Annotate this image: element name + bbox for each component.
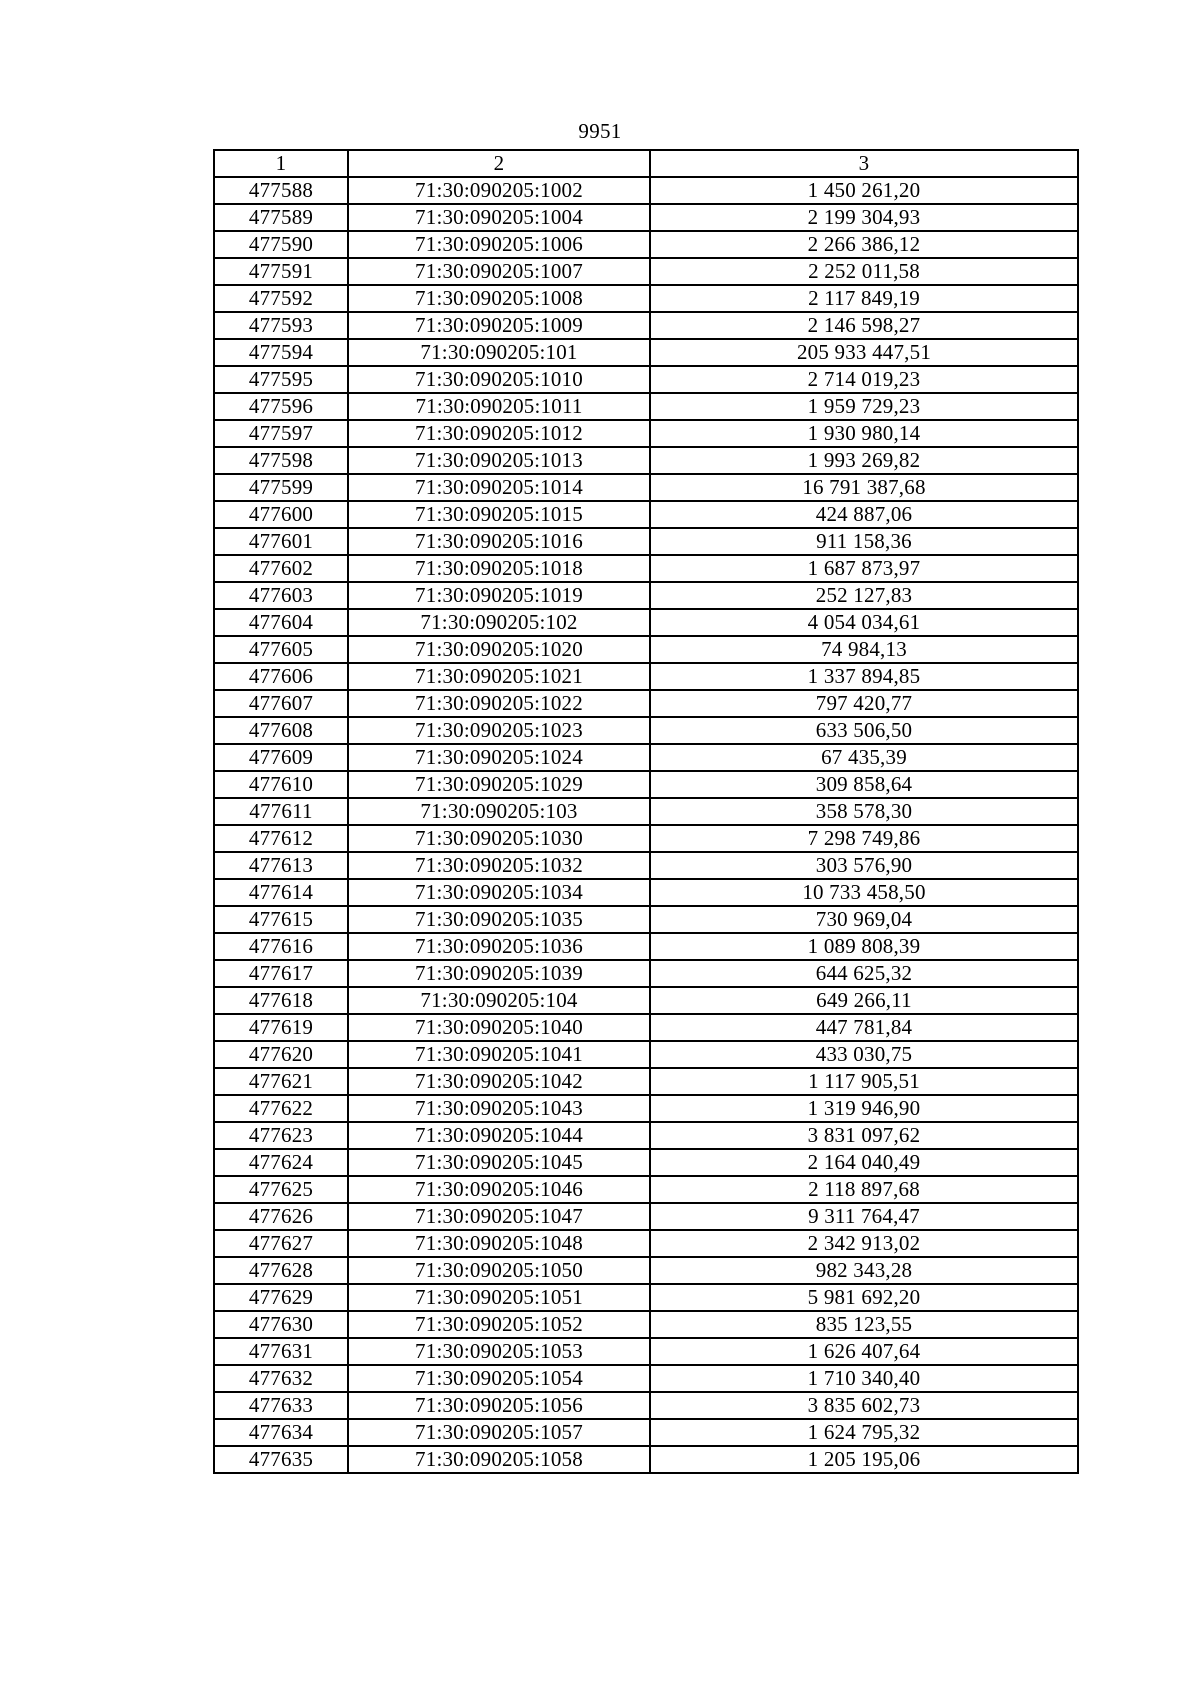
table-row [214, 231, 1078, 258]
value-cell: 1 710 340,40 [650, 1365, 1078, 1392]
row-number-cell: 477600 [214, 501, 348, 528]
row-number-cell: 477622 [214, 1095, 348, 1122]
table-row [214, 582, 1078, 609]
row-number-cell: 477627 [214, 1230, 348, 1257]
table-row [214, 852, 1078, 879]
cadastral-number-cell: 71:30:090205:1004 [348, 204, 650, 231]
cadastral-number-cell: 71:30:090205:1046 [348, 1176, 650, 1203]
row-number-cell: 477618 [214, 987, 348, 1014]
cadastral-number-cell: 71:30:090205:101 [348, 339, 650, 366]
row-number-cell: 477617 [214, 960, 348, 987]
row-number-cell: 477608 [214, 717, 348, 744]
row-number-cell: 477613 [214, 852, 348, 879]
cadastral-number-cell: 71:30:090205:1043 [348, 1095, 650, 1122]
value-cell: 252 127,83 [650, 582, 1078, 609]
cadastral-number-cell: 71:30:090205:1057 [348, 1419, 650, 1446]
table-row [214, 555, 1078, 582]
cadastral-number-cell: 71:30:090205:1041 [348, 1041, 650, 1068]
value-cell: 2 714 019,23 [650, 366, 1078, 393]
value-cell: 447 781,84 [650, 1014, 1078, 1041]
row-number-cell: 477634 [214, 1419, 348, 1446]
cadastral-number-cell: 71:30:090205:1007 [348, 258, 650, 285]
column-header-1: 1 [214, 150, 348, 177]
row-number-cell: 477602 [214, 555, 348, 582]
table-row [214, 1014, 1078, 1041]
row-number-cell: 477616 [214, 933, 348, 960]
cadastral-number-cell: 71:30:090205:1016 [348, 528, 650, 555]
table-row [214, 1365, 1078, 1392]
value-cell: 1 993 269,82 [650, 447, 1078, 474]
table-row [214, 393, 1078, 420]
row-number-cell: 477590 [214, 231, 348, 258]
value-cell: 2 342 913,02 [650, 1230, 1078, 1257]
row-number-cell: 477632 [214, 1365, 348, 1392]
value-cell: 9 311 764,47 [650, 1203, 1078, 1230]
cadastral-number-cell: 71:30:090205:1029 [348, 771, 650, 798]
value-cell: 1 687 873,97 [650, 555, 1078, 582]
table-row [214, 204, 1078, 231]
table-row [214, 717, 1078, 744]
cadastral-number-cell: 71:30:090205:1012 [348, 420, 650, 447]
table-row [214, 366, 1078, 393]
row-number-cell: 477606 [214, 663, 348, 690]
row-number-cell: 477605 [214, 636, 348, 663]
cadastral-number-cell: 71:30:090205:1048 [348, 1230, 650, 1257]
value-cell: 1 089 808,39 [650, 933, 1078, 960]
cadastral-number-cell: 71:30:090205:1024 [348, 744, 650, 771]
cadastral-number-cell: 71:30:090205:1036 [348, 933, 650, 960]
value-cell: 1 117 905,51 [650, 1068, 1078, 1095]
table-row [214, 636, 1078, 663]
cadastral-number-cell: 71:30:090205:1018 [348, 555, 650, 582]
table-row [214, 1068, 1078, 1095]
cadastral-number-cell: 71:30:090205:103 [348, 798, 650, 825]
table-row [214, 1419, 1078, 1446]
row-number-cell: 477604 [214, 609, 348, 636]
row-number-cell: 477599 [214, 474, 348, 501]
cadastral-number-cell: 71:30:090205:1032 [348, 852, 650, 879]
table-row [214, 1203, 1078, 1230]
row-number-cell: 477607 [214, 690, 348, 717]
table-row [214, 420, 1078, 447]
table-row [214, 339, 1078, 366]
cadastral-number-cell: 71:30:090205:1034 [348, 879, 650, 906]
row-number-cell: 477594 [214, 339, 348, 366]
registry-table [213, 149, 1079, 1474]
cadastral-number-cell: 71:30:090205:1019 [348, 582, 650, 609]
row-number-cell: 477601 [214, 528, 348, 555]
cadastral-number-cell: 71:30:090205:1006 [348, 231, 650, 258]
table-row [214, 609, 1078, 636]
row-number-cell: 477615 [214, 906, 348, 933]
row-number-cell: 477626 [214, 1203, 348, 1230]
table-row [214, 798, 1078, 825]
cadastral-number-cell: 71:30:090205:1015 [348, 501, 650, 528]
value-cell: 797 420,77 [650, 690, 1078, 717]
value-cell: 1 205 195,06 [650, 1446, 1078, 1473]
value-cell: 644 625,32 [650, 960, 1078, 987]
table-row [214, 987, 1078, 1014]
row-number-cell: 477589 [214, 204, 348, 231]
row-number-cell: 477591 [214, 258, 348, 285]
cadastral-number-cell: 71:30:090205:1002 [348, 177, 650, 204]
table-row [214, 1041, 1078, 1068]
cadastral-number-cell: 71:30:090205:1047 [348, 1203, 650, 1230]
value-cell: 2 117 849,19 [650, 285, 1078, 312]
value-cell: 16 791 387,68 [650, 474, 1078, 501]
cadastral-number-cell: 71:30:090205:1011 [348, 393, 650, 420]
value-cell: 7 298 749,86 [650, 825, 1078, 852]
value-cell: 3 835 602,73 [650, 1392, 1078, 1419]
value-cell: 1 337 894,85 [650, 663, 1078, 690]
value-cell: 1 624 795,32 [650, 1419, 1078, 1446]
table-row [214, 177, 1078, 204]
value-cell: 4 054 034,61 [650, 609, 1078, 636]
cadastral-number-cell: 71:30:090205:1009 [348, 312, 650, 339]
value-cell: 2 164 040,49 [650, 1149, 1078, 1176]
table-row [214, 1230, 1078, 1257]
row-number-cell: 477633 [214, 1392, 348, 1419]
value-cell: 2 199 304,93 [650, 204, 1078, 231]
row-number-cell: 477588 [214, 177, 348, 204]
row-number-cell: 477593 [214, 312, 348, 339]
row-number-cell: 477610 [214, 771, 348, 798]
table-row [214, 1176, 1078, 1203]
cadastral-number-cell: 71:30:090205:1045 [348, 1149, 650, 1176]
cadastral-number-cell: 71:30:090205:1008 [348, 285, 650, 312]
value-cell: 358 578,30 [650, 798, 1078, 825]
value-cell: 982 343,28 [650, 1257, 1078, 1284]
value-cell: 835 123,55 [650, 1311, 1078, 1338]
table-row [214, 1392, 1078, 1419]
table-row [214, 1257, 1078, 1284]
cadastral-number-cell: 71:30:090205:1053 [348, 1338, 650, 1365]
cadastral-number-cell: 71:30:090205:1040 [348, 1014, 650, 1041]
cadastral-number-cell: 71:30:090205:102 [348, 609, 650, 636]
table-row [214, 690, 1078, 717]
value-cell: 5 981 692,20 [650, 1284, 1078, 1311]
value-cell: 10 733 458,50 [650, 879, 1078, 906]
value-cell: 67 435,39 [650, 744, 1078, 771]
value-cell: 424 887,06 [650, 501, 1078, 528]
table-row [214, 1095, 1078, 1122]
cadastral-number-cell: 71:30:090205:1022 [348, 690, 650, 717]
value-cell: 303 576,90 [650, 852, 1078, 879]
row-number-cell: 477612 [214, 825, 348, 852]
table-row [214, 771, 1078, 798]
value-cell: 1 930 980,14 [650, 420, 1078, 447]
cadastral-number-cell: 71:30:090205:1010 [348, 366, 650, 393]
value-cell: 1 319 946,90 [650, 1095, 1078, 1122]
table-header-row [214, 150, 1078, 177]
value-cell: 2 118 897,68 [650, 1176, 1078, 1203]
table-row [214, 906, 1078, 933]
row-number-cell: 477623 [214, 1122, 348, 1149]
table-row [214, 1311, 1078, 1338]
cadastral-number-cell: 71:30:090205:1058 [348, 1446, 650, 1473]
row-number-cell: 477619 [214, 1014, 348, 1041]
cadastral-number-cell: 71:30:090205:1054 [348, 1365, 650, 1392]
cadastral-number-cell: 71:30:090205:1020 [348, 636, 650, 663]
table-row [214, 1149, 1078, 1176]
cadastral-number-cell: 71:30:090205:1030 [348, 825, 650, 852]
cadastral-number-cell: 71:30:090205:1014 [348, 474, 650, 501]
value-cell: 1 450 261,20 [650, 177, 1078, 204]
row-number-cell: 477611 [214, 798, 348, 825]
cadastral-number-cell: 71:30:090205:104 [348, 987, 650, 1014]
table-row [214, 1338, 1078, 1365]
table-row [214, 528, 1078, 555]
cadastral-number-cell: 71:30:090205:1056 [348, 1392, 650, 1419]
table-row [214, 744, 1078, 771]
value-cell: 730 969,04 [650, 906, 1078, 933]
value-cell: 1 959 729,23 [650, 393, 1078, 420]
value-cell: 74 984,13 [650, 636, 1078, 663]
table-row [214, 663, 1078, 690]
row-number-cell: 477631 [214, 1338, 348, 1365]
row-number-cell: 477621 [214, 1068, 348, 1095]
cadastral-number-cell: 71:30:090205:1035 [348, 906, 650, 933]
value-cell: 911 158,36 [650, 528, 1078, 555]
cadastral-number-cell: 71:30:090205:1042 [348, 1068, 650, 1095]
table-row [214, 258, 1078, 285]
row-number-cell: 477598 [214, 447, 348, 474]
value-cell: 2 146 598,27 [650, 312, 1078, 339]
table-row [214, 1122, 1078, 1149]
value-cell: 649 266,11 [650, 987, 1078, 1014]
row-number-cell: 477595 [214, 366, 348, 393]
row-number-cell: 477592 [214, 285, 348, 312]
table-row [214, 447, 1078, 474]
value-cell: 433 030,75 [650, 1041, 1078, 1068]
cadastral-number-cell: 71:30:090205:1021 [348, 663, 650, 690]
value-cell: 2 266 386,12 [650, 231, 1078, 258]
value-cell: 309 858,64 [650, 771, 1078, 798]
table-row [214, 312, 1078, 339]
row-number-cell: 477603 [214, 582, 348, 609]
row-number-cell: 477609 [214, 744, 348, 771]
cadastral-number-cell: 71:30:090205:1052 [348, 1311, 650, 1338]
cadastral-number-cell: 71:30:090205:1050 [348, 1257, 650, 1284]
row-number-cell: 477635 [214, 1446, 348, 1473]
table-row [214, 285, 1078, 312]
table-row [214, 1446, 1078, 1473]
cadastral-number-cell: 71:30:090205:1023 [348, 717, 650, 744]
value-cell: 205 933 447,51 [650, 339, 1078, 366]
table-row [214, 960, 1078, 987]
value-cell: 3 831 097,62 [650, 1122, 1078, 1149]
value-cell: 633 506,50 [650, 717, 1078, 744]
row-number-cell: 477597 [214, 420, 348, 447]
cadastral-number-cell: 71:30:090205:1051 [348, 1284, 650, 1311]
row-number-cell: 477625 [214, 1176, 348, 1203]
page-number: 9951 [578, 119, 622, 143]
table-row [214, 825, 1078, 852]
table-row [214, 933, 1078, 960]
row-number-cell: 477596 [214, 393, 348, 420]
column-header-3: 3 [650, 150, 1078, 177]
table-row [214, 501, 1078, 528]
value-cell: 2 252 011,58 [650, 258, 1078, 285]
table-row [214, 1284, 1078, 1311]
value-cell: 1 626 407,64 [650, 1338, 1078, 1365]
table-body [214, 177, 1078, 1473]
row-number-cell: 477628 [214, 1257, 348, 1284]
row-number-cell: 477624 [214, 1149, 348, 1176]
cadastral-number-cell: 71:30:090205:1039 [348, 960, 650, 987]
row-number-cell: 477630 [214, 1311, 348, 1338]
row-number-cell: 477614 [214, 879, 348, 906]
cadastral-number-cell: 71:30:090205:1044 [348, 1122, 650, 1149]
column-header-2: 2 [348, 150, 650, 177]
table-row [214, 879, 1078, 906]
table-row [214, 474, 1078, 501]
cadastral-number-cell: 71:30:090205:1013 [348, 447, 650, 474]
row-number-cell: 477629 [214, 1284, 348, 1311]
row-number-cell: 477620 [214, 1041, 348, 1068]
